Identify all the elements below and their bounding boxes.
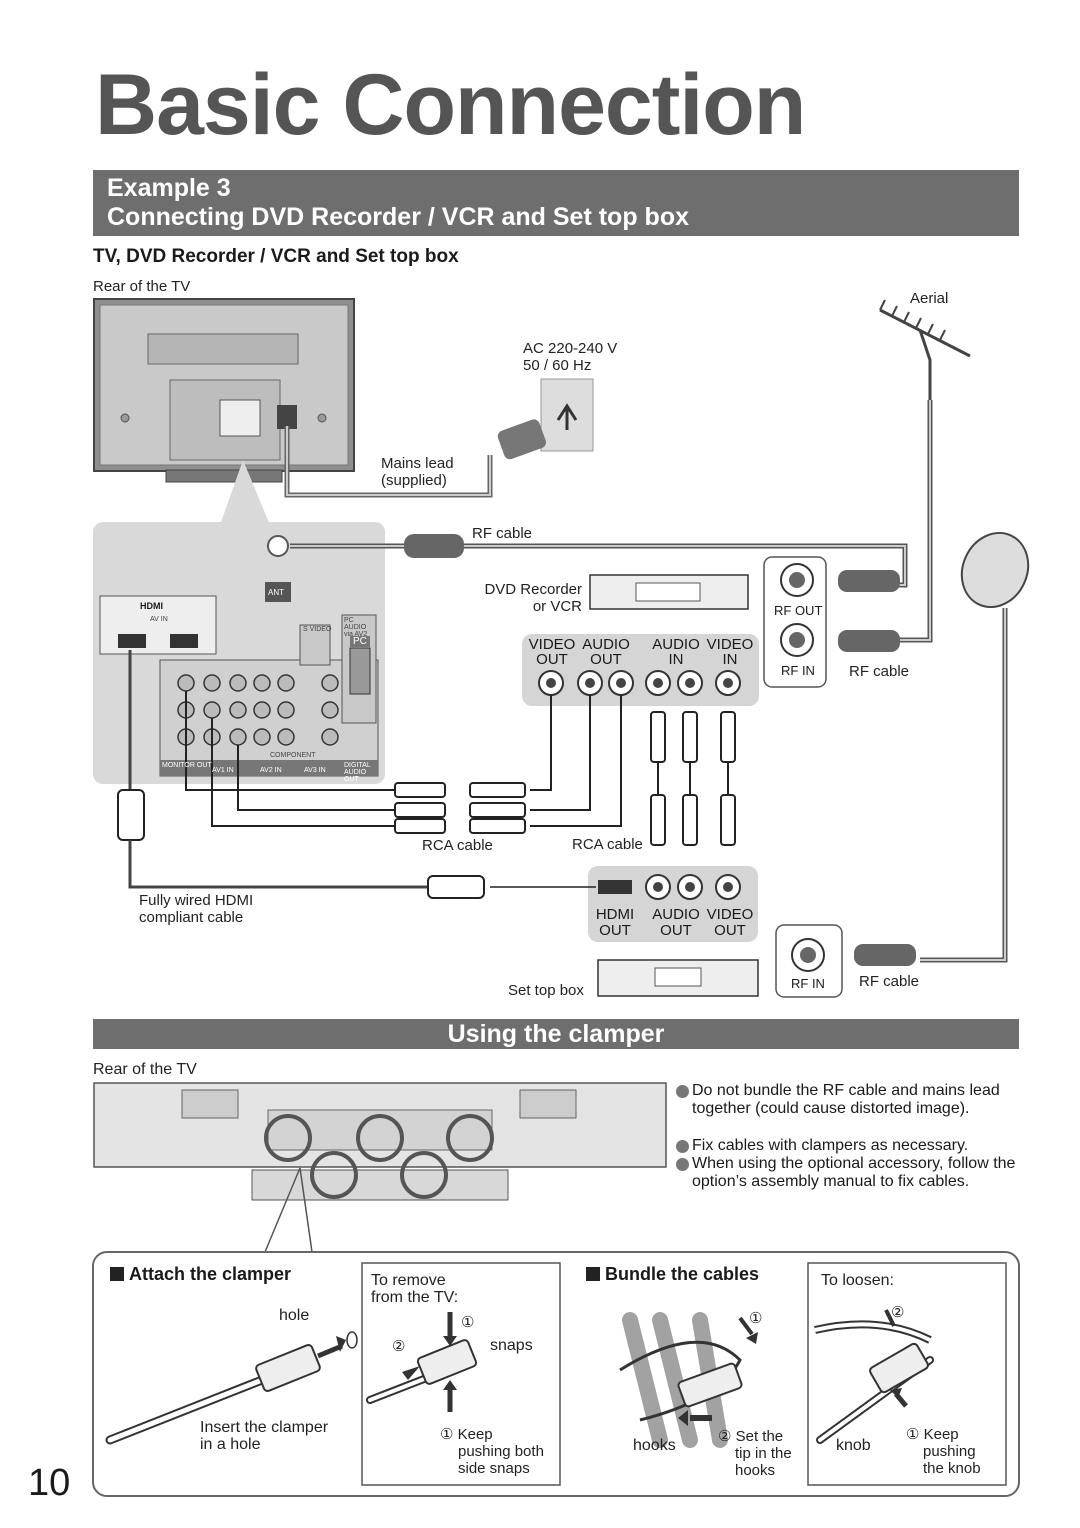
bullet-icon (676, 1085, 689, 1098)
hole-label: hole (279, 1307, 310, 1324)
bullet-icon (676, 1158, 689, 1171)
diagram-subheading: TV, DVD Recorder / VCR and Set top box (93, 246, 459, 267)
keep-pushing-knob-label: ① Keep pushing the knob (906, 1426, 981, 1477)
remove-step1-marker: ① (461, 1314, 475, 1331)
page-number: 10 (28, 1462, 71, 1504)
knob-label: knob (836, 1437, 871, 1454)
av1-in-label: AV1 IN (212, 767, 234, 774)
clamper-rear-tv-label: Rear of the TV (93, 1061, 197, 1078)
av2-in-label: AV2 IN (260, 767, 282, 774)
page-title: Basic Connection (95, 57, 806, 153)
monitor-out-label: MONITOR OUT (162, 762, 212, 769)
av3-in-label: AV3 IN (304, 767, 326, 774)
clamper-banner: Using the clamper (93, 1019, 1019, 1049)
insert-clamper-label: Insert the clamper in a hole (200, 1419, 329, 1453)
rf-cable-label-top: RF cable (472, 525, 533, 542)
rear-tv-label: Rear of the TV (93, 278, 191, 295)
hdmi-panel-label: HDMI (140, 601, 163, 611)
loosen-step2-marker: ② (891, 1304, 905, 1321)
rf-cable-label-mid: RF cable (849, 663, 910, 680)
rca-cable-label-2: RCA cable (572, 836, 643, 853)
stb-rf-in-label: RF IN (791, 976, 825, 991)
rf-in-label: RF IN (781, 663, 815, 678)
keep-pushing-snaps-label: ① Keep pushing both side snaps (440, 1426, 544, 1477)
rca-cable-label-1: RCA cable (422, 837, 493, 854)
set-top-box-label: Set top box (508, 982, 584, 999)
mains-lead-label: Mains lead (supplied) (381, 455, 454, 489)
bundle-step1-marker: ① (749, 1310, 763, 1327)
pc-audio-label: PC AUDIO via AV2 (344, 617, 368, 638)
bullet-icon (676, 1140, 689, 1153)
digital-audio-out-label: DIGITAL AUDIO OUT (344, 762, 371, 783)
hooks-label: hooks (633, 1437, 676, 1454)
example-title: Connecting DVD Recorder / VCR and Set top box (107, 203, 689, 231)
hdmi-cable-label: Fully wired HDMI compliant cable (139, 892, 254, 926)
pc-label: PC (350, 636, 370, 647)
remove-step2-marker: ② (392, 1338, 406, 1355)
ac-voltage-label: AC 220-240 V 50 / 60 Hz (523, 340, 618, 374)
ant-label: ANT (268, 588, 284, 597)
square-bullet-icon (586, 1267, 600, 1281)
clamper-note-2: Fix cables with clampers as necessary. (676, 1137, 1016, 1155)
s-video-label: S VIDEO (303, 626, 332, 633)
to-remove-label: To remove from the TV: (371, 1272, 459, 1306)
set-tip-label: ② Set the tip in the hooks (718, 1428, 792, 1479)
component-label: COMPONENT (270, 752, 316, 759)
snaps-label: snaps (490, 1337, 533, 1354)
av-in-label: AV IN (150, 616, 168, 623)
aerial-label: Aerial (910, 290, 949, 307)
rf-out-label: RF OUT (774, 603, 823, 618)
to-loosen-label: To loosen: (821, 1272, 894, 1289)
clamper-note-1: Do not bundle the RF cable and mains lead together (could cause distorted image). (676, 1082, 1016, 1118)
example-number: Example 3 (107, 174, 231, 202)
bundle-cables-heading: Bundle the cables (586, 1264, 759, 1285)
clamper-note-3: When using the optional accessory, follow the option’s assembly manual to fix cables. (676, 1155, 1016, 1191)
square-bullet-icon (110, 1267, 124, 1281)
dvd-recorder-label: DVD Recorder or VCR (484, 581, 582, 615)
attach-clamper-heading: Attach the clamper (110, 1264, 291, 1285)
rf-cable-label-bottom: RF cable (859, 973, 920, 990)
tv-rear-illustration (94, 299, 354, 482)
